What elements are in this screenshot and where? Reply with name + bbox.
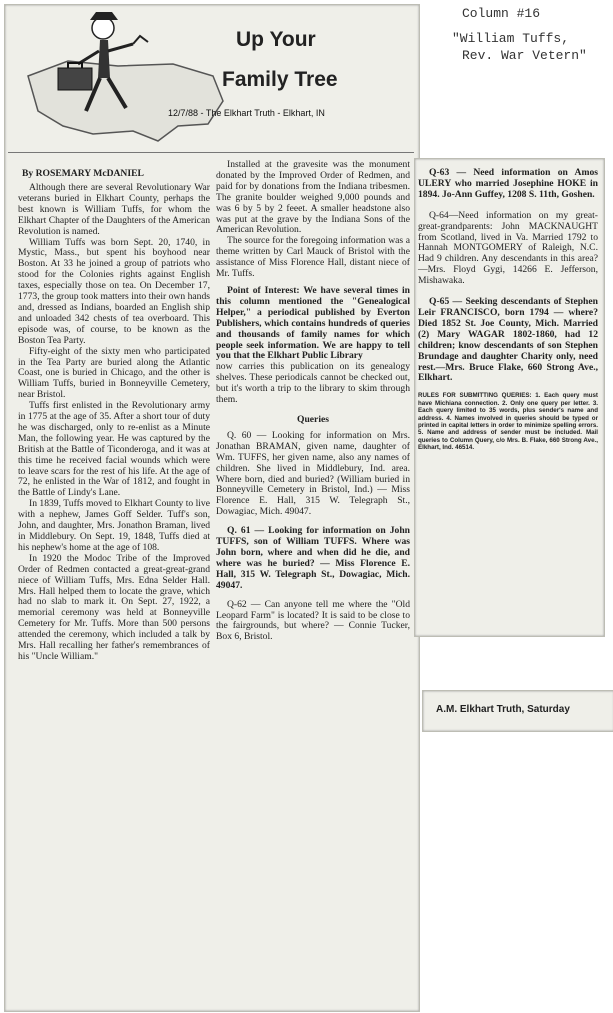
article-column-1 [18,168,210,663]
article-paragraph: Tuffs first enlisted in the Revolutionary army in 1775 at the age of 35. After a short tour of duty he was discharged, only to re-enlist as a Minute Man, the following year. He was captured by the British at the Battle of Ticonderoga, and it was at this time he received facial wounds which were to leave scars for the rest of his life. At the age of 72, he enlisted in the War of 1812, and fought in the Battle of Lindy's Lane. [18,400,210,499]
point-of-interest-rest: now carries this publication on its genealogy shelves. These periodicals cannot be checked out, but it's worth a trip to the library to skim through them. [216,361,410,406]
byline: By ROSEMARY McDANIEL [22,168,144,179]
article-paragraph: Fifty-eight of the sixty men who participated in the Tea Party are buried along the Atlantic Coast, one is buried in Chicago, and the other is William Tuffs, buried in Bonneyville Cemetery, near Bristol. [18,345,210,401]
column-title-line-2: Family Tree [222,68,338,91]
typed-column-number: Column #16 [462,6,541,21]
article-paragraph: Installed at the gravesite was the monument donated by the Improved Order of Redmen, and paid for by donations from the Indiana tribesmen. The granite boulder weighed 9,000 pounds and was 6 by 5 by 2 feeet. A smaller headstone also was put at the grave by the Indiana Sons of the American Revolution. [216,159,410,236]
query-65: Q-65 — Seeking descendants of Stephen Leir FRANCISCO, born 1794 — where? Died 1852 St. Joe County, Mich. Married (2) Mary WAGAR 1802-1860, had 12 children; know descendants of son Stephen Brundage and daughter Charity only, need rest.—Mrs. Bruce Flake, 660 Strong Ave., Elkhart. [418,296,598,384]
article-paragraph: The source for the foregoing information was a theme written by Carl Mauck of Bristol with the assistance of Miss Florence Hall, distant niece of Mr. Tuffs. [216,235,410,280]
queries-heading: Queries [297,413,329,425]
newspaper-caption: A.M. Elkhart Truth, Saturday [436,704,570,715]
header-illustration [8,6,248,156]
article-column-2 [216,160,410,643]
query-62: Q-62 — Can anyone tell me where the "Old Leopard Farm" is located? It is said to be close to the fairgrounds, but where? — Connie Tucker, Box 6, Bristol. [216,598,410,643]
typed-subject-line-2: Rev. War Vetern" [462,48,587,63]
query-61: Q. 61 — Looking for information on John TUFFS, son of William TUFFS. Where was John born, where and when did he die, and where was he buried? — Miss Florence E. Hall, 315 W. Telegraph St., Dowagiac, Mich. 49047. [216,525,410,591]
article-paragraph: Although there are several Revolutionary War veterans buried in Elkhart County, perhaps the best known is William Tuffs, for whom the Elkhart Chapter of the Daughters of the American Revolution is named. [18,182,210,237]
source-note: 12/7/88 - The Elkhart Truth - Elkhart, IN [168,108,325,118]
queries-column-3 [418,168,598,452]
article-paragraph: In 1920 the Modoc Tribe of the Improved Order of Redmen contacted a great-great-grand niece of William Tuffs, Mrs. Edna Selder Hall. Mrs. Hall helped them to locate the grave, which had no slab to mark it. On Sept. 27, 1922, a memorial ceremony was held at Bonneyville Cemetery for Mr. Tuffs. More than 500 persons attended the ceremony, which included a talk by Mrs. Hall recalling her father's remembrances of his "Uncle William." [18,552,210,662]
query-63: Q-63 — Need information on Amos ULERY who married Josephine HOKE in 1894. Jo-Ann Guffey, 1208 S. 11th, Goshen. [418,167,598,200]
article-paragraph: In 1839, Tuffs moved to Elkhart County to live with a nephew, James Goff Selder. Tuff's son, John, and daughter, Mrs. Jonathon Braman, lived in Middlebury. On Sept. 19, 1848, Tuffs died at his nephew's home at the age of 108. [18,498,210,553]
point-of-interest-bold: Point of Interest: We have several times in this column mentioned the "Genealogical Helper," a periodical published by Everton Publishers, which contains hundreds of queries and thousands of family names for which people seek information. We are happy to tell you that the Elkhart Public Library [216,284,410,362]
query-60: Q. 60 — Looking for information on Mrs. Jonathan BRAMAN, given name, daughter of Wm. TUFFS, her given name, also any names of children. She lived in Middlebury, Ind. area. Where born, died and buried? (William buried in Bonneyville Cemetery in Bristol, Ind.) — Miss Florence E. Hall, 315 W. Telegraph St., Dowagiac, Mich. 49047. [216,429,410,518]
typed-subject-line-1: "William Tuffs, [452,31,570,46]
man-with-suitcase-map-icon [8,6,248,156]
query-64: Q-64—Need information on my great-great-grandparents: John MACKNAUGHT from Scotland, lived in Va. Married 1792 to Hannah MONTGOMERY of Raleigh, N.C. Had 9 children. Any descendants in this area? —Mrs. Floyd Gygi, 14266 E. Jefferson, Mishawaka. [418,209,598,287]
query-rules: RULES FOR SUBMITTING QUERIES: 1. Each query must have Michiana connection. 2. Only one query per letter. 3. Each query limited to 35 words, plus sender's name and address. 4. Names involved in queries should be typed or printed in capital letters in order to minimize spelling errors. 5. Name and address of sender must be included. Mail queries to Column Query, c/o Mrs. B. Flake, 660 Strong Ave., Elkhart, Ind. 46514. [418,392,598,452]
article-paragraph: William Tuffs was born Sept. 20, 1740, in Mystic, Mass., but spent his boyhood near Boston. At 33 he joined a group of patriots who stood for the Colonies rights against English taxes, especially those on tea. On December 17, 1773, the group took matters into their own hands and, dressed as Indians, boarded an English ship and unloaded 342 chests of tea overboard. This episode was, of course, to be known as the Boston Tea Party. [18,236,210,346]
header-rule [8,152,414,153]
column-title-line-1: Up Your [236,28,316,51]
